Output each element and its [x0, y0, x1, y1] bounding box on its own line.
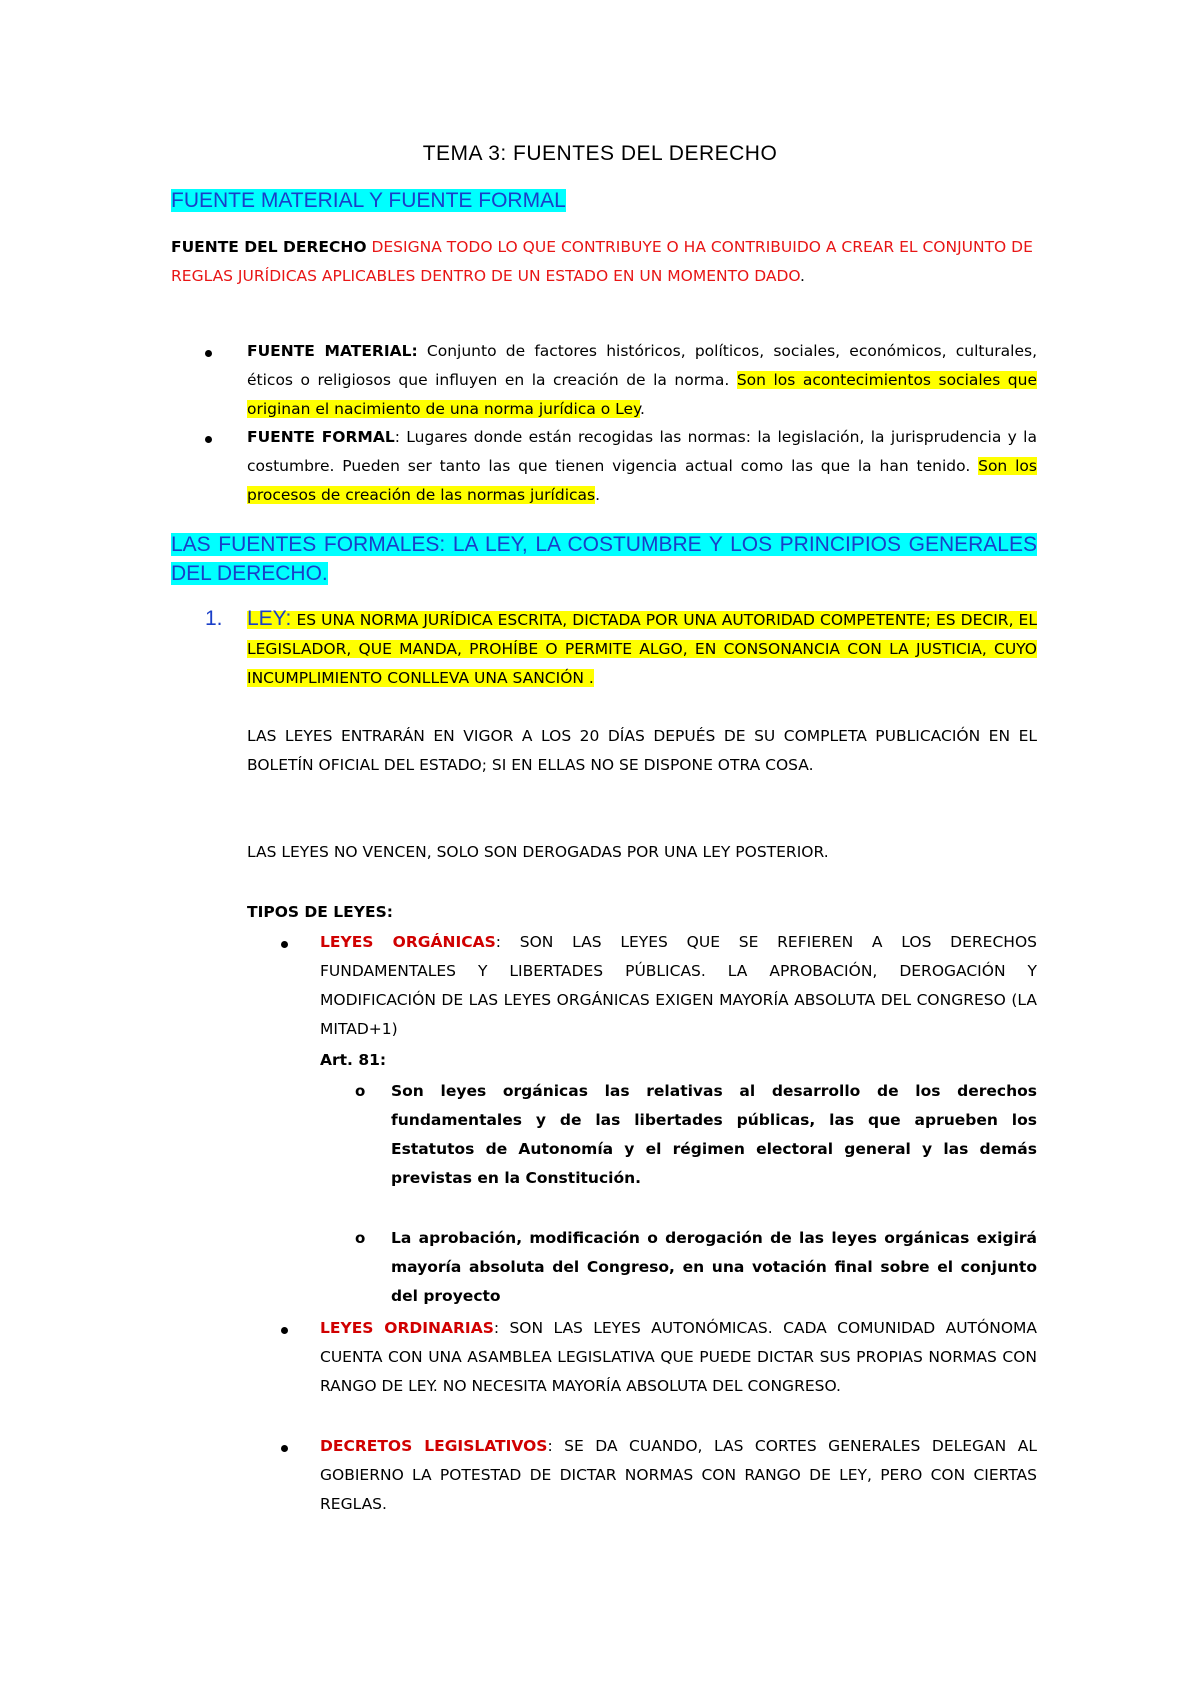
tipo-term: LEYES ORDINARIAS — [320, 1319, 494, 1337]
bullet-end: . — [595, 486, 601, 504]
tipo-text: : SE DA CUANDO, LAS CORTES GENERALES DELEGAN AL GOBIERNO LA POTESTAD DE DICTAR NORMAS CON RANGO DE LEY, PERO CON CIERTAS REGLAS. — [320, 1437, 1037, 1513]
section-heading-fuentes-formales — [171, 530, 1037, 588]
bullet-text: Conjunto de factores históricos, políticos, sociales, económicos, culturales, éticos o religiosos que influyen en la creación de la norma. — [247, 342, 1037, 389]
bullet-icon — [281, 1327, 288, 1334]
bullet-term: FUENTE FORMAL — [247, 428, 395, 446]
circle-bullet-icon: o — [355, 1229, 366, 1247]
bullet-text: : Lugares donde están recogidas las normas: la legislación, la jurisprudencia y la costumbre. Pueden ser tanto las que tienen vigencia actual como las que la han tenido. — [247, 428, 1037, 475]
section-heading-fuentes — [171, 186, 1037, 215]
bullet-highlight: Son los acontecimientos sociales que originan el nacimiento de una norma jurídica o Ley — [247, 371, 1037, 418]
bullet-icon — [281, 1445, 288, 1452]
tipo-term: LEYES ORGÁNICAS — [320, 933, 496, 951]
bullet-icon — [205, 436, 212, 443]
paragraph-vencen: LAS LEYES NO VENCEN, SOLO SON DEROGADAS POR UNA LEY POSTERIOR. — [247, 843, 829, 861]
bullet-term: FUENTE MATERIAL: — [247, 342, 418, 360]
section-heading-text: LAS FUENTES FORMALES: LA LEY, LA COSTUMBRE Y LOS PRINCIPIOS GENERALES DEL DERECHO. — [171, 533, 1037, 585]
paragraph-vigor: LAS LEYES ENTRARÁN EN VIGOR A LOS 20 DÍAS DEPUÉS DE SU COMPLETA PUBLICACIÓN EN EL BOLETÍN OFICIAL DEL ESTADO; SI EN ELLAS NO SE DISPONE OTRA COSA. — [247, 727, 1037, 774]
definition-end: . — [799, 267, 805, 285]
definition-term: FUENTE DEL DERECHO — [171, 238, 367, 256]
section-heading-text: FUENTE MATERIAL Y FUENTE FORMAL — [171, 189, 566, 212]
ley-definition — [247, 604, 1037, 693]
tipo-text: : SON LAS LEYES QUE SE REFIEREN A LOS DERECHOS FUNDAMENTALES Y LIBERTADES PÚBLICAS. LA APROBACIÓN, DEROGACIÓN Y MODIFICACIÓN DE LAS LEYES ORGÁNICAS EXIGEN MAYORÍA ABSOLUTA DEL CONGRESO (LA MITAD+1) — [320, 933, 1037, 1038]
ley-label: LEY: — [247, 607, 292, 630]
tipo-leyes-ordinarias — [320, 1314, 1037, 1401]
page-title: TEMA 3: FUENTES DEL DERECHO — [422, 142, 778, 165]
tipo-text: : SON LAS LEYES AUTONÓMICAS. CADA COMUNIDAD AUTÓNOMA CUENTA CON UNA ASAMBLEA LEGISLATIVA QUE PUEDE DICTAR SUS PROPIAS NORMAS CON RANGO DE LEY. NO NECESITA MAYORÍA ABSOLUTA DEL CONGRESO. — [320, 1319, 1037, 1395]
tipos-heading: TIPOS DE LEYES: — [247, 903, 393, 921]
tipo-term: DECRETOS LEGISLATIVOS — [320, 1437, 548, 1455]
bullet-icon — [205, 350, 212, 357]
article-item: Son leyes orgánicas las relativas al desarrollo de los derechos fundamentales y de las libertades públicas, las que aprueben los Estatutos de Autonomía y el régimen electoral general y las demás previstas en la Constitución. — [391, 1082, 1037, 1187]
definition-paragraph — [171, 233, 1037, 291]
definition-text: DESIGNA TODO LO QUE CONTRIBUYE O HA CONTRIBUIDO A CREAR EL CONJUNTO DE REGLAS JURÍDICAS APLICABLES DENTRO DE UN ESTADO EN UN MOMENTO DADO — [171, 238, 1033, 285]
circle-bullet-icon: o — [355, 1082, 366, 1100]
bullet-fuente-formal — [247, 423, 1037, 510]
article-label: Art. 81: — [320, 1051, 387, 1069]
tipo-decretos-legislativos — [320, 1432, 1037, 1519]
bullet-icon — [281, 941, 288, 948]
tipo-leyes-organicas — [320, 928, 1037, 1044]
bullet-fuente-material — [247, 337, 1037, 424]
bullet-end: . — [640, 400, 645, 418]
ley-definition-text: ES UNA NORMA JURÍDICA ESCRITA, DICTADA POR UNA AUTORIDAD COMPETENTE; ES DECIR, EL LEGISLADOR, QUE MANDA, PROHÍBE O PERMITE ALGO, EN CONSONANCIA CON LA JUSTICIA, CUYO INCUMPLIMIENTO CONLLEVA UNA SANCIÓN . — [247, 611, 1037, 687]
list-number: 1. — [205, 607, 223, 630]
article-item: La aprobación, modificación o derogación de las leyes orgánicas exigirá mayoría absoluta del Congreso, en una votación final sobre el conjunto del proyecto — [391, 1229, 1037, 1305]
bullet-highlight: Son los procesos de creación de las normas jurídicas — [247, 457, 1037, 504]
